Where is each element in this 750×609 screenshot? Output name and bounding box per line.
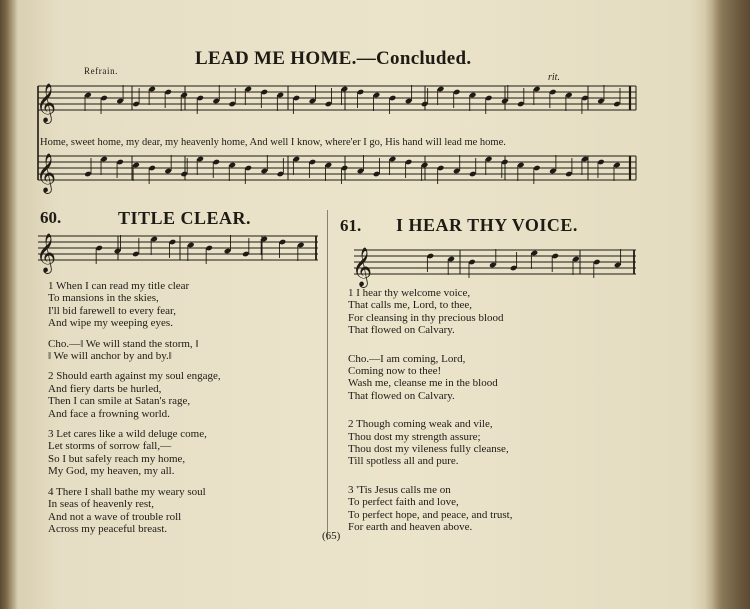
verse-line: And not a wave of trouble roll <box>48 510 182 523</box>
page-title: LEAD ME HOME.—Concluded. <box>195 48 472 69</box>
stanza-gap <box>348 410 512 418</box>
verse-line: Thou dost my vileness fully cleanse, <box>348 443 509 456</box>
stanza-gap <box>348 337 512 345</box>
treble-clef-icon: 𝄞 <box>36 153 57 193</box>
verse-line: Thou dost my strength assure; <box>348 430 481 443</box>
verse-line: To perfect faith and love, <box>348 496 459 509</box>
verse-line: 2 Should earth against my soul engage, <box>48 370 221 383</box>
hymn-61-verses <box>348 287 512 534</box>
verse-line: Cho.—‖ We will stand the storm, ‖ <box>48 337 199 350</box>
verse-line: For cleansing in thy precious blood <box>348 311 504 324</box>
verse-line: To mansions in the skies, <box>48 292 159 305</box>
stanza-gap <box>48 362 221 370</box>
verse-line: 2 Though coming weak and vile, <box>348 418 493 431</box>
stanza-gap <box>48 330 221 338</box>
verse-line: In seas of heavenly rest, <box>48 498 154 511</box>
verse-line: So I but safely reach my home, <box>48 452 186 465</box>
verse-line: And face a frowning world. <box>48 407 170 420</box>
verse-line: And wipe my weeping eyes. <box>48 317 173 330</box>
verse-line: Cho.—I am coming, Lord, <box>348 352 466 365</box>
verse-line: 1 I hear thy welcome voice, <box>348 287 471 299</box>
treble-clef-icon: 𝄞 <box>352 247 373 287</box>
verse-line: My God, my heaven, my all. <box>48 465 175 478</box>
verse-line: That flowed on Calvary. <box>348 389 455 402</box>
verse-line: That flowed on Calvary. <box>348 324 455 337</box>
verse-line: 4 There I shall bathe my weary soul <box>48 485 206 498</box>
stanza-gap <box>348 345 512 353</box>
verse-line: 3 'Tis Jesus calls me on <box>348 483 451 496</box>
hymn-61-title: I HEAR THY VOICE. <box>396 215 578 235</box>
verse-line: Coming now to thee! <box>348 365 442 378</box>
verse-line: For earth and heaven above. <box>348 521 473 534</box>
verse-line: Till spotless all and pure. <box>348 455 459 468</box>
treble-clef-icon: 𝄞 <box>36 83 57 123</box>
stanza-gap <box>348 468 512 476</box>
hymn-61-number: 61. <box>340 216 362 235</box>
refrain-label: Refrain. <box>84 66 119 76</box>
verse-line: Then I can smile at Satan's rage, <box>48 395 191 408</box>
verse-line: To perfect hope, and peace, and trust, <box>348 508 513 521</box>
stanza-gap <box>48 478 221 486</box>
stanza-gap <box>48 420 221 428</box>
stanza-gap <box>348 476 512 484</box>
treble-clef-icon: 𝄞 <box>36 233 57 273</box>
verse-line: Wash me, cleanse me in the blood <box>348 377 498 390</box>
page-number: (65) <box>322 530 341 542</box>
verse-line: That calls me, Lord, to thee, <box>348 299 473 312</box>
verse-line: 3 Let cares like a wild deluge come, <box>48 428 207 441</box>
hymn-60-title: TITLE CLEAR. <box>118 208 252 228</box>
column-divider <box>327 210 328 540</box>
hymn-60-number: 60. <box>40 208 62 227</box>
verse-line: And fiery darts be hurled, <box>48 382 162 395</box>
verse-line: Across my peaceful breast. <box>48 522 168 535</box>
hymn-60-verses <box>48 280 221 535</box>
stanza-gap <box>348 402 512 410</box>
verse-line: 1 When I can read my title clear <box>48 280 190 292</box>
ritardando-mark: rit. <box>548 72 560 83</box>
verse-line: Let storms of sorrow fall,— <box>48 440 172 453</box>
verse-line: I'll bid farewell to every fear, <box>48 304 176 317</box>
refrain-lyric: Home, sweet home, my dear, my heavenly home, And well I know, where'er I go, His hand will lead me home. <box>40 137 506 148</box>
verse-line: ‖ We will anchor by and by.‖ <box>48 350 172 363</box>
